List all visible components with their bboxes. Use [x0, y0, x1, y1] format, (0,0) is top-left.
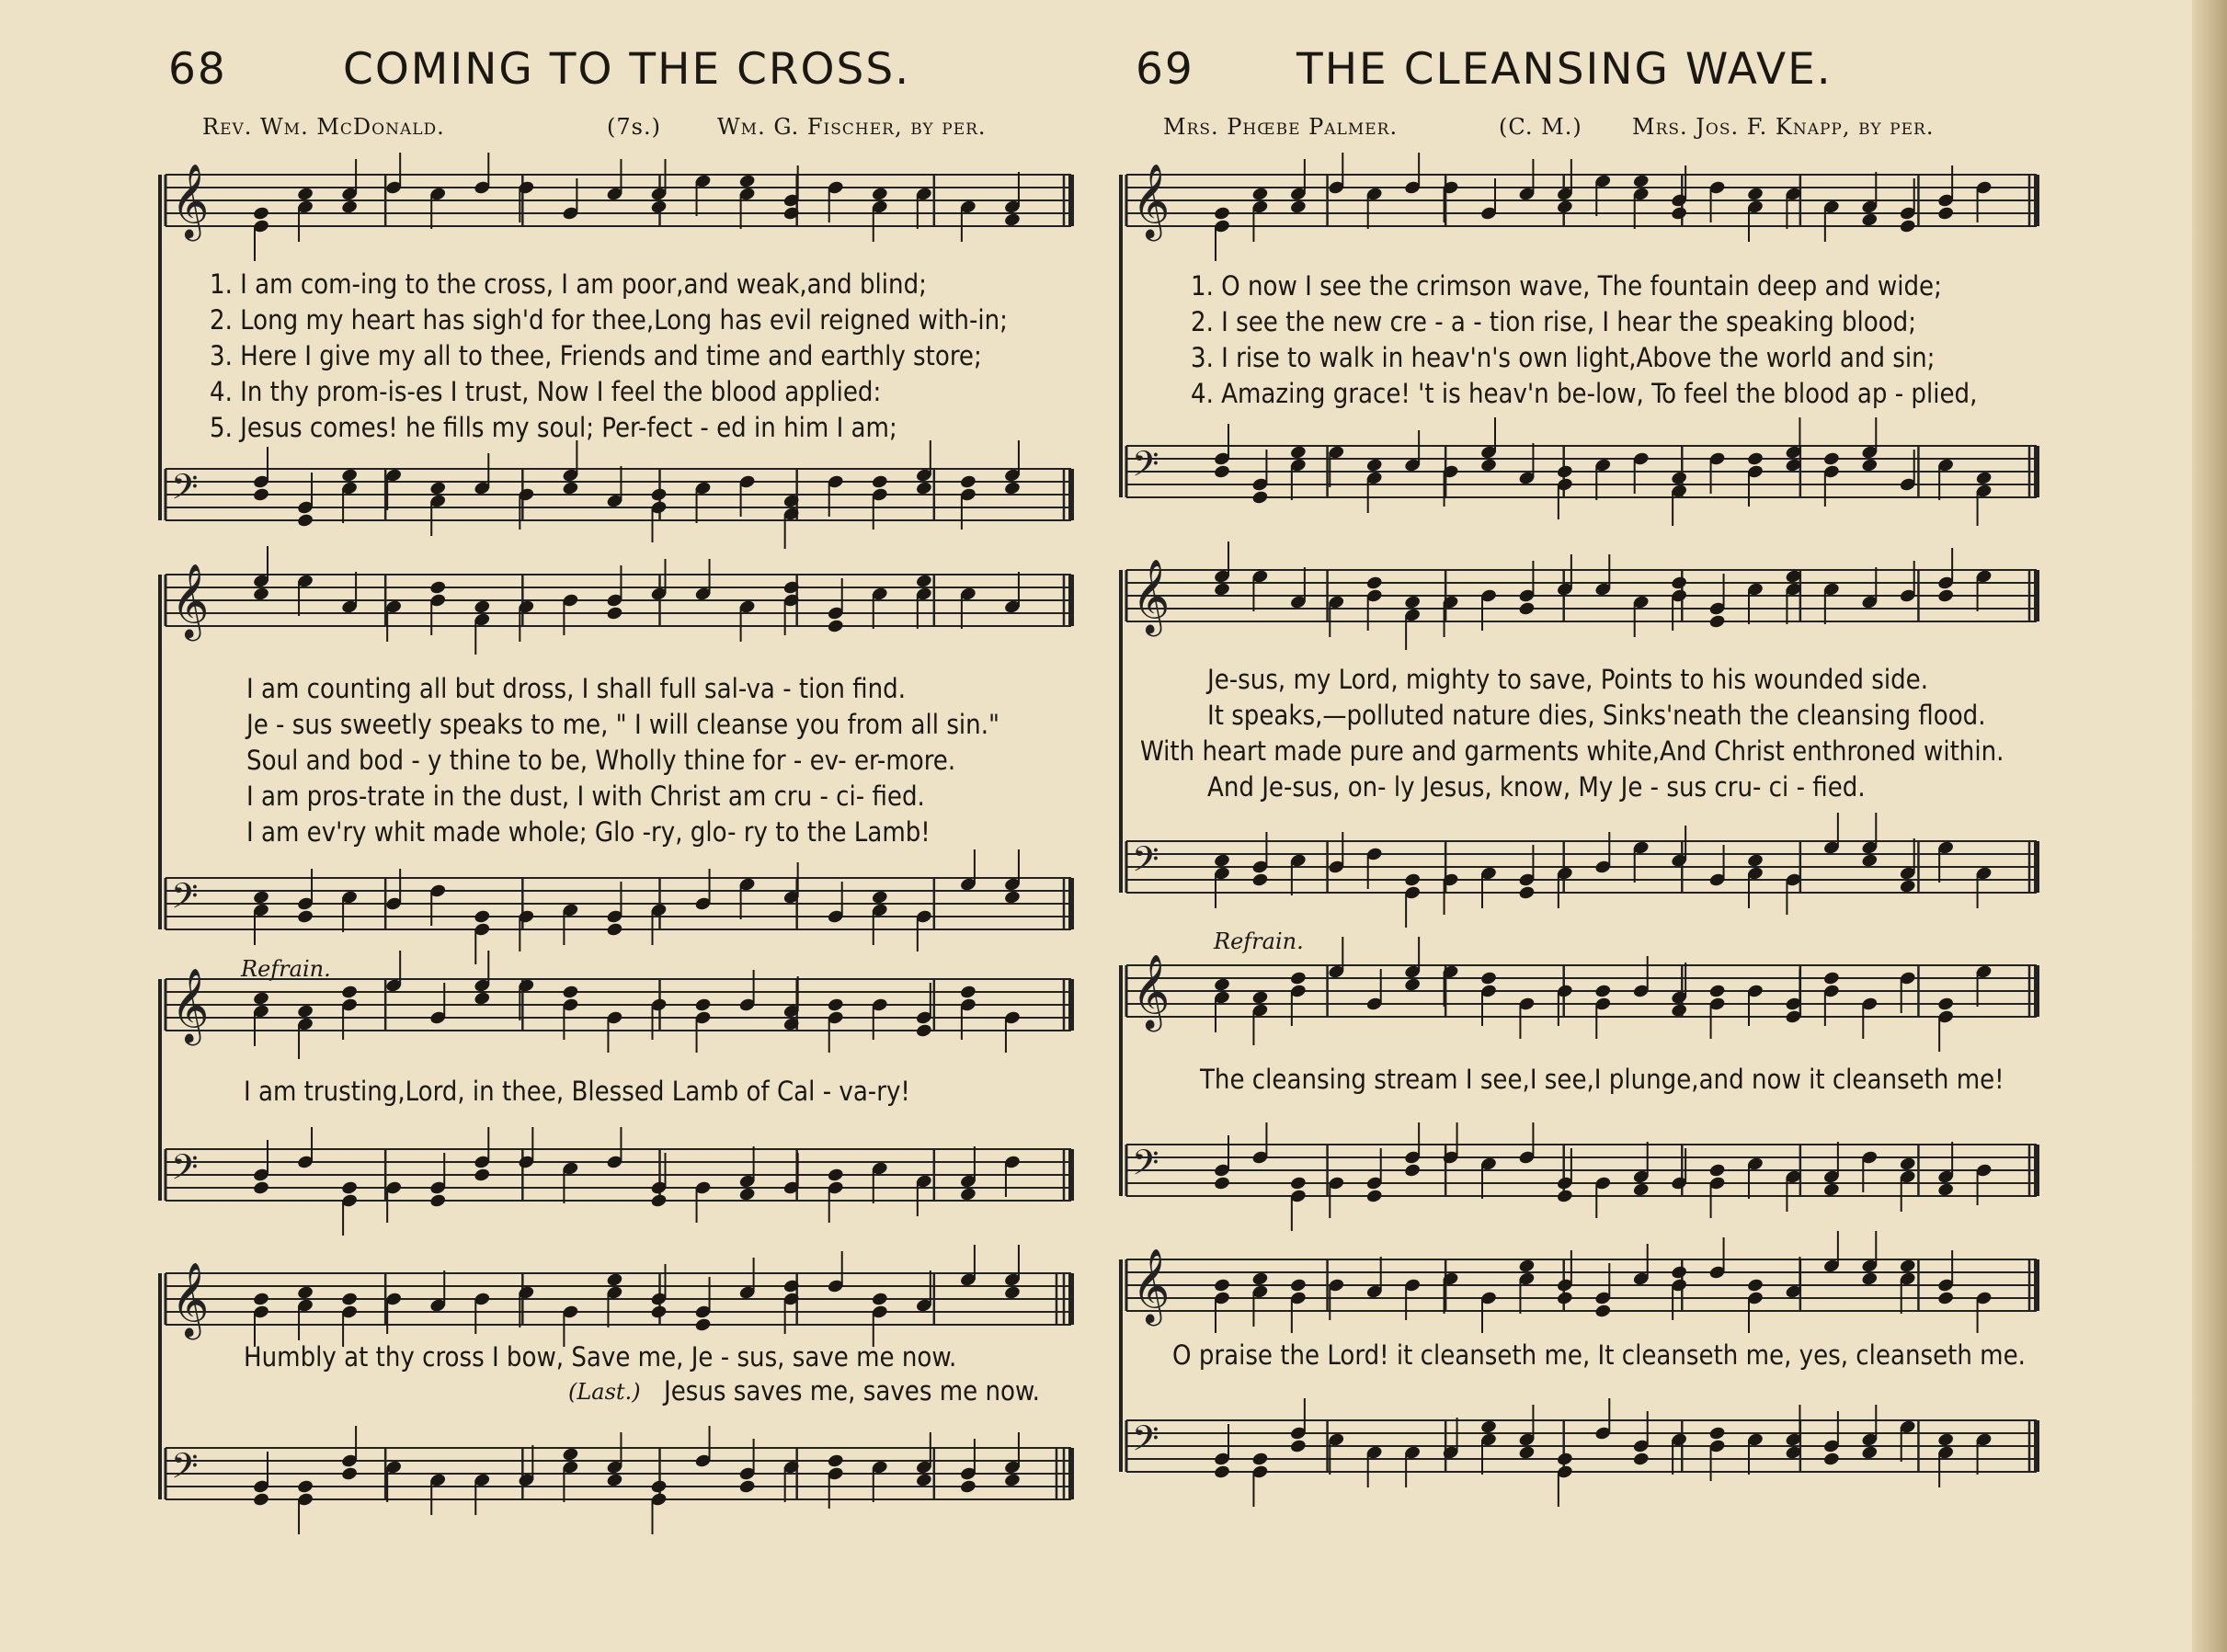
verse-line-3: 3. I rise to walk in heav'n's own light,Above the world and sin; — [1191, 342, 1936, 373]
verse-line-2: Je - sus sweetly speaks to me, " I will cleanse you from all sin." — [246, 709, 999, 740]
staff — [166, 440, 1071, 549]
page-68 — [0, 0, 1108, 1652]
page-number: 69 — [1136, 44, 1194, 95]
verse-line-1: 1. I am com-ing to the cross, I am poor,and weak,and blind; — [210, 268, 927, 300]
bass-clef-icon: 𝄢 — [1132, 443, 1159, 493]
verse-line-4: And Je-sus, on- ly Jesus, know, My Je - sus cru- ci - fied. — [1207, 771, 1866, 803]
refrain-line: The cleansing stream I see,I see,I plunge,and now it cleanseth me! — [1200, 1064, 2004, 1095]
author: Rev. Wm. McDonald. — [202, 114, 445, 140]
staff — [1126, 417, 2037, 526]
meter: (7s.) — [607, 114, 661, 140]
verse-line-1: 1. O now I see the crimson wave, The fountain deep and wide; — [1191, 270, 1942, 302]
staff — [166, 1426, 1071, 1534]
meter: (C. M.) — [1499, 114, 1582, 140]
author: Mrs. Phœbe Palmer. — [1163, 114, 1399, 140]
hymn-credits — [1108, 114, 2193, 145]
verse-line-4: 4. In thy prom-is-es I trust, Now I feel the blood applied: — [210, 376, 882, 407]
staff — [1126, 1122, 2037, 1231]
staff — [1126, 541, 2037, 650]
verse-line-4: I am pros-trate in the dust, I with Christ am cru - ci- fied. — [246, 780, 925, 812]
bass-clef-icon: 𝄢 — [171, 1445, 199, 1495]
treble-clef-icon: 𝄞 — [171, 563, 210, 638]
last-label: (Last.) — [568, 1379, 641, 1405]
page-69 — [1108, 0, 2193, 1652]
verse-line-3: 3. Here I give my all to thee, Friends and time and earthly store; — [210, 340, 982, 371]
verse-line-4: 4. Amazing grace! 't is heav'n be-low, To feel the blood ap - plied, — [1191, 378, 1978, 409]
refrain-line: O praise the Lord! it cleanseth me, It cleanseth me, yes, cleanseth me. — [1172, 1339, 2026, 1371]
staff — [166, 1127, 1071, 1236]
bass-clef-icon: 𝄢 — [1132, 838, 1159, 888]
verse-line-2: It speaks,—polluted nature dies, Sinks'neath the cleansing flood. — [1207, 700, 1986, 731]
music-score — [1108, 1227, 2193, 1521]
composer: Mrs. Jos. F. Knapp, by per. — [1632, 114, 1935, 140]
hymn-title: THE CLEANSING WAVE. — [1296, 44, 1833, 95]
staff — [1126, 813, 2037, 928]
refrain-line: Humbly at thy cross I bow, Save me, Je - sus, save me now. — [244, 1341, 957, 1373]
staff — [1126, 1231, 2037, 1333]
composer: Wm. G. Fischer, by per. — [717, 114, 987, 140]
treble-clef-icon: 𝄞 — [171, 1261, 210, 1337]
bass-clef-icon: 𝄢 — [1132, 1142, 1159, 1191]
refrain-line: I am trusting,Lord, in thee, Blessed Lamb of Cal - va-ry! — [244, 1076, 910, 1107]
verse-line-2: 2. Long my heart has sigh'd for thee,Long has evil reigned with-in; — [210, 304, 1008, 336]
staff — [1126, 937, 2037, 1052]
bass-clef-icon: 𝄢 — [171, 466, 199, 516]
treble-clef-icon: 𝄞 — [1132, 558, 1171, 633]
verse-line-5: 5. Jesus comes! he fills my soul; Per-fect - ed in him I am; — [210, 412, 897, 443]
verse-line-1: Je-sus, my Lord, mighty to save, Points to his wounded side. — [1207, 664, 1929, 695]
staff — [166, 951, 1071, 1059]
page-header — [1108, 44, 2193, 99]
verse-line-1: I am counting all but dross, I shall full sal-va - tion find. — [246, 673, 906, 704]
hymn-title: COMING TO THE CROSS. — [343, 44, 911, 95]
treble-clef-icon: 𝄞 — [1132, 1248, 1171, 1323]
page-number: 68 — [168, 44, 227, 95]
verse-line-3: Soul and bod - y thine to be, Wholly thine for - ev- er-more. — [246, 745, 956, 776]
bass-clef-icon: 𝄢 — [171, 1146, 199, 1196]
staff — [166, 546, 1071, 655]
page-header — [0, 44, 1108, 99]
staff — [166, 849, 1071, 964]
bass-clef-icon: 𝄢 — [1132, 1418, 1159, 1467]
refrain-label: Refrain. — [1214, 929, 1304, 954]
verse-line-5: I am ev'ry whit made whole; Glo -ry, glo- ry to the Lamb! — [246, 816, 931, 848]
page-edge — [2192, 0, 2227, 1652]
bass-clef-icon: 𝄢 — [171, 875, 199, 925]
verse-line-3: With heart made pure and garments white,And Christ enthroned within. — [1140, 735, 2004, 767]
staff — [166, 1245, 1071, 1347]
verse-line-2: 2. I see the new cre - a - tion rise, I hear the speaking blood; — [1191, 306, 1917, 337]
staff — [1126, 1398, 2037, 1507]
staff — [1126, 153, 2037, 261]
refrain-label: Refrain. — [241, 956, 331, 982]
treble-clef-icon: 𝄞 — [1132, 953, 1171, 1029]
staff — [166, 153, 1071, 261]
last-line: Jesus saves me, saves me now. — [664, 1375, 1040, 1407]
treble-clef-icon: 𝄞 — [171, 163, 210, 238]
treble-clef-icon: 𝄞 — [1132, 163, 1171, 238]
hymn-credits — [0, 114, 1108, 145]
treble-clef-icon: 𝄞 — [171, 967, 210, 1042]
